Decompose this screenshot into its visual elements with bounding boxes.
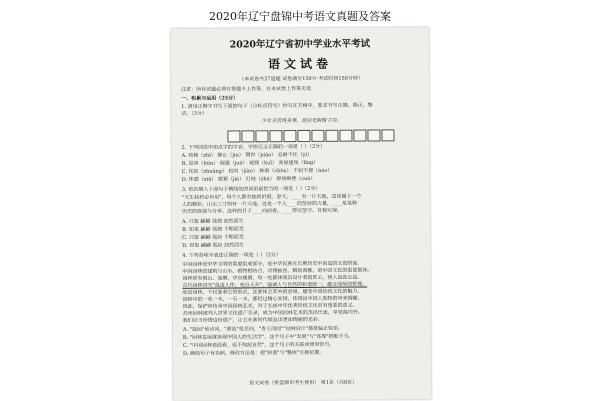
q4-passage: 欣赏园林，不仅要看它的形式，还要体会其中的意境，感受中国传统文化的魅力。 <box>182 288 363 296</box>
q2-option: A. 枝桠（zhī） 静止（jìn） 剽悍（piào） 忍耐不住（yì） <box>181 151 313 159</box>
q2-option: D. 休憩（xiū） 慰藉（jiè） 灯烛（zhú） 抑扬顿挫（cuò） <box>181 175 316 183</box>
q3-option: B. 如果 翩翩 孤独 不期而至 <box>182 226 244 233</box>
q4-passage: 我们应当珍惜这份遗产，让它在新时代焕发出更加绚丽的光彩。 <box>182 316 323 324</box>
page-footer: 语文试卷（供盘锦市考生使用） 第1页（共8页） <box>249 379 358 387</box>
copy-quote: 少年辛苦终身事，莫向光阴惰寸功。 <box>261 117 342 125</box>
exam-paper-photo <box>171 27 432 401</box>
q3-passage: 历史的体现与分享。这样的日子____向前看，____得以坚守、自我实现。 <box>181 207 343 215</box>
q2-option: C. 化妆（zhuāng） 校对（jiào） 称职（chèn） 不屈不挠（náo） <box>181 167 333 175</box>
writing-grid <box>227 126 395 138</box>
q4-passage: 中国园林是中华文明的重要组成部分，是中华民族在长期历史中创造的宝贵财富。 <box>182 260 363 268</box>
question-4: 4. 下列各项中表述正确的一项是（ ）（2分） <box>182 252 281 259</box>
q4-passage: 古代园林讲究"虽由人作，宛自天开"，强调人与自然的和谐统一，蕴含深厚的哲理。 <box>182 281 368 289</box>
q3-passage: "天生我材必有用"，每个人都有他的价值。春天，____有一片天地，这是属于一个 <box>181 193 362 201</box>
exam-meta: （本试卷共27道题 试卷满分150分 考试时间150分钟） <box>239 75 363 83</box>
question-1: 1. 请用正楷字书写下面的句子（含标点符号）抄写在方格中，要求书写正确、端正、整 <box>181 102 373 110</box>
section-heading: 一、积累与运用（25分） <box>181 95 239 102</box>
q4-passage: 园林中的一花一木，一石一水，都经过精心安排，体现出中国人独特的审美情趣。 <box>182 295 363 303</box>
page-title: 2020年辽宁盘锦中考语文真题及答案 <box>209 10 391 23</box>
q4-option: B. "园林发展就体现中国人的生活学"，这个句子中"发展"与"体现"搭配不当。 <box>182 333 354 341</box>
q4-passage: 因此，保护和传承中国园林艺术，对于弘扬中华优秀传统文化具有重要的意义。 <box>182 302 358 310</box>
q3-option: C. 只要 翩翩 孤寂 不期而至 <box>182 234 244 241</box>
exam-subtitle: 语文试卷 <box>267 56 333 72</box>
q4-passage: 中国园林的建筑与山水、植物相结合，诗情画意，精致典雅，是中国文化的重要载体。 <box>182 267 373 275</box>
q3-option: D. 如果 翩翩 孤寂 油然而生 <box>182 242 245 249</box>
question-3: 3. 依次填入下面句子横线处的词语最恰当的一项是（ ）（2分） <box>181 185 321 193</box>
q3-option: A. 只要 翻翻 孤独 油然而生 <box>182 218 244 225</box>
exam-title: 2020年辽宁省初中学业水平考试 <box>229 38 371 51</box>
question-2: 2. 下列词语中加点字的字音、字形完全正确的一项是（ ）（2分） <box>181 143 326 151</box>
q3-passage: 人的精彩。山无三寸则有一片天地，这是一个人____的坚持的力量，____是某种 <box>181 200 357 208</box>
q4-option: A. "造园"是动词，"源流"是名词，"香王而园""园林设计"都是偏正短语。 <box>182 325 344 333</box>
q4-passage: 园林里有假山、池塘、亭台楼阁，每一处都体现出设计者的匠心，使人流连忘返。 <box>182 274 363 282</box>
q4-option: D. 画线句子有语病，修改方法是：把"和谐"与"整体"互换位置。 <box>182 349 325 357</box>
q2-option: B. 恳谆（hūn） 倔强（jué） 窥探（kuī） 高屋建瓴（líng） <box>181 159 319 167</box>
question-1-cont: 洁。（3分） <box>181 110 208 117</box>
q4-passage: 苏州园林被列入世界文化遗产名录，成为中国园林艺术的杰出代表，享誉海内外。 <box>182 309 363 317</box>
q4-option: C. "中国园林表面看，但不拘泥自然"，这个句子的关联词使用恰当。 <box>182 341 335 349</box>
exam-notice: 注意：所有试题必须在答题卡上作答，在本试卷上作答无效 <box>181 85 312 93</box>
